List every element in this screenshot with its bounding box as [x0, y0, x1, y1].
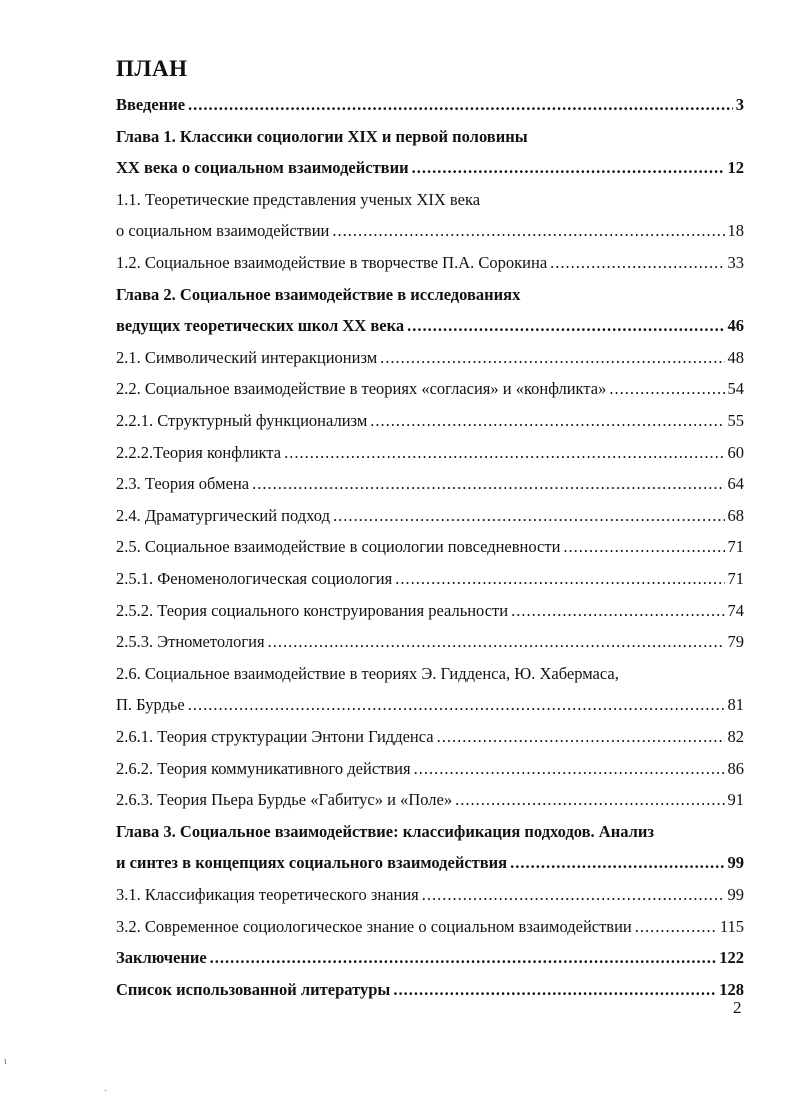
- toc-entry-page: 128: [719, 980, 744, 999]
- toc-entry-title: Введение: [116, 95, 186, 114]
- toc-entry-page: 18: [727, 221, 744, 240]
- toc-entry-page: 46: [727, 316, 744, 335]
- toc-leader-dots: [268, 631, 725, 653]
- toc-leader-dots: [393, 979, 716, 1001]
- toc-entry-page: 68: [727, 506, 744, 525]
- toc-leader-dots: [188, 694, 725, 716]
- toc-leader-dots: [370, 410, 724, 432]
- toc-entry-page: 99: [727, 885, 744, 904]
- toc-entry-title: Глава 1. Классики социологии XIX и первой половины: [116, 127, 528, 146]
- toc-entry-page: 82: [727, 727, 744, 746]
- toc-entry-page: 74: [727, 601, 744, 620]
- toc-entry: [116, 884, 744, 906]
- toc-entry-title: 2.5.2. Теория социального конструирования реальности: [116, 601, 509, 620]
- toc-entry-title: 2.6. Социальное взаимодействие в теориях Э. Гидденса, Ю. Хабермаса,: [116, 664, 619, 683]
- toc-leader-dots: [284, 442, 724, 464]
- toc-entry-page: 12: [727, 158, 744, 177]
- toc-leader-dots: [380, 347, 724, 369]
- toc-entry: [116, 916, 744, 938]
- toc-entry-title: 2.6.2. Теория коммуникативного действия: [116, 759, 411, 778]
- toc-entry-title: Глава 3. Социальное взаимодействие: классификация подходов. Анализ: [116, 822, 654, 841]
- toc-leader-dots: [510, 852, 724, 874]
- toc-entry: [116, 947, 744, 969]
- toc-entry: [116, 726, 744, 748]
- toc-entry-page: 54: [727, 379, 744, 398]
- toc-entry: [116, 568, 744, 590]
- toc-entry: [116, 852, 744, 874]
- toc-entry-page: 55: [727, 411, 744, 430]
- toc-entry: [116, 694, 744, 716]
- toc-leader-dots: [511, 600, 724, 622]
- toc-leader-dots: [635, 916, 717, 938]
- toc-entry-title: Список использованной литературы: [116, 980, 391, 999]
- toc-entry-title: 2.5. Социальное взаимодействие в социологии повседневности: [116, 537, 561, 556]
- toc-entry: [116, 315, 744, 337]
- toc-entry-title: 2.3. Теория обмена: [116, 474, 250, 493]
- toc-entry: [116, 157, 744, 179]
- toc-entry-title: Глава 2. Социальное взаимодействие в исследованиях: [116, 285, 521, 304]
- toc-entry-page: 86: [727, 759, 744, 778]
- toc-leader-dots: [563, 536, 724, 558]
- toc-entry-page: 60: [727, 443, 744, 462]
- toc-entry: [116, 505, 744, 527]
- toc-entry-title: 1.2. Социальное взаимодействие в творчестве П.А. Сорокина: [116, 253, 548, 272]
- toc-entry-title: 3.2. Современное социологическое знание о социальном взаимодействии: [116, 917, 632, 936]
- toc-entry: [116, 631, 744, 653]
- toc-entry: [116, 442, 744, 464]
- toc-entry: [116, 220, 744, 242]
- toc-entry: [116, 821, 744, 843]
- toc-entry: [116, 789, 744, 811]
- toc-entry-title: 2.2.1. Структурный функционализм: [116, 411, 368, 430]
- toc-entry: [116, 189, 744, 211]
- toc-leader-dots: [332, 220, 724, 242]
- toc-entry-page: 91: [727, 790, 744, 809]
- toc-entry-title: и синтез в концепциях социального взаимодействия: [116, 853, 508, 872]
- toc-entry-title: 2.6.3. Теория Пьера Бурдье «Габитус» и «Поле»: [116, 790, 453, 809]
- toc-entry-title: 2.2. Социальное взаимодействие в теориях «согласия» и «конфликта»: [116, 379, 607, 398]
- toc-entry-page: 48: [727, 348, 744, 367]
- toc-entry: [116, 536, 744, 558]
- toc-leader-dots: [188, 94, 733, 116]
- toc-entry: [116, 347, 744, 369]
- toc-entry: [116, 378, 744, 400]
- page-number: 2: [733, 998, 742, 1017]
- toc-entry-title: 2.4. Драматургический подход: [116, 506, 330, 525]
- toc-entry-title: 3.1. Классификация теоретического знания: [116, 885, 419, 904]
- toc-entry: [116, 410, 744, 432]
- toc-leader-dots: [395, 568, 724, 590]
- toc-entry-title: ведущих теоретических школ XX века: [116, 316, 405, 335]
- toc-entry-page: 79: [727, 632, 744, 651]
- toc-entry: [116, 94, 744, 116]
- toc-entry-page: 71: [727, 569, 744, 588]
- toc-leader-dots: [210, 947, 717, 969]
- toc-entry: [116, 979, 744, 1001]
- toc-leader-dots: [414, 758, 725, 780]
- toc-entry-title: 2.5.1. Феноменологическая социология: [116, 569, 393, 588]
- toc-entry-page: 99: [727, 853, 744, 872]
- scan-speck: ˏ: [104, 1081, 108, 1092]
- toc-entry-page: 81: [727, 695, 744, 714]
- toc-entry-title: XX века о социальном взаимодействии: [116, 158, 409, 177]
- toc-entry: [116, 284, 744, 306]
- toc-leader-dots: [407, 315, 724, 337]
- toc-entry-page: 71: [727, 537, 744, 556]
- toc-entry-page: 64: [727, 474, 744, 493]
- toc-entry-page: 33: [727, 253, 744, 272]
- toc-entry-page: 3: [735, 95, 744, 114]
- toc-leader-dots: [252, 473, 724, 495]
- toc-entry-title: 2.1. Символический интеракционизм: [116, 348, 378, 367]
- toc-entry-title: 2.2.2.Теория конфликта: [116, 443, 282, 462]
- toc-leader-dots: [333, 505, 725, 527]
- toc-entry: [116, 663, 744, 685]
- toc-entry-page: 115: [719, 917, 744, 936]
- toc-entry: [116, 600, 744, 622]
- toc-entry-page: 122: [719, 948, 744, 967]
- toc-entry: [116, 758, 744, 780]
- toc-entry-title: 2.5.3. Этнометология: [116, 632, 265, 651]
- toc-leader-dots: [550, 252, 724, 274]
- toc-entry: [116, 126, 744, 148]
- toc-leader-dots: [609, 378, 724, 400]
- toc-leader-dots: [422, 884, 725, 906]
- scan-speck: ι: [4, 1056, 7, 1067]
- toc-entry: [116, 252, 744, 274]
- toc-leader-dots: [455, 789, 724, 811]
- toc-entry-title: 2.6.1. Теория структурации Энтони Гидденса: [116, 727, 434, 746]
- page-title: ПЛАН: [116, 56, 188, 81]
- toc-leader-dots: [437, 726, 725, 748]
- toc-entry-title: Заключение: [116, 948, 207, 967]
- toc-entry-title: о социальном взаимодействии: [116, 221, 330, 240]
- toc-entry-title: П. Бурдье: [116, 695, 185, 714]
- toc-leader-dots: [412, 157, 725, 179]
- toc-entry-title: 1.1. Теоретические представления ученых XIX века: [116, 190, 481, 209]
- toc-entry: [116, 473, 744, 495]
